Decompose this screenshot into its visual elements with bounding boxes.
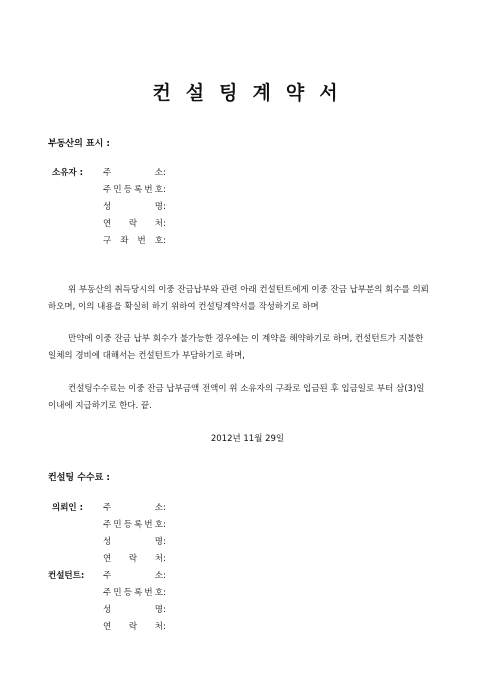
paragraph-line: 컨설팅수수료는 이중 잔금 납부금액 전액이 위 소유자의 구좌로 입금된 후 입금일로 부터 삼(3)일 xyxy=(68,384,425,394)
label-char: 번 xyxy=(137,236,146,246)
name-label xyxy=(103,536,163,548)
label-char: 연 xyxy=(103,554,112,564)
colon: : xyxy=(163,554,166,564)
colon: : xyxy=(163,588,166,598)
colon: : xyxy=(163,219,166,229)
client-row-contact xyxy=(0,553,495,565)
colon: : xyxy=(163,236,166,246)
paragraph-fee xyxy=(48,381,448,415)
contact-label xyxy=(103,218,163,230)
label-char: 민 xyxy=(113,185,122,195)
paragraph-line: 일체의 경비에 대해서는 컨설턴트가 부담하기로 하며, xyxy=(48,351,245,361)
label-char: 번 xyxy=(144,185,153,195)
colon: : xyxy=(163,622,166,632)
label-char: 처 xyxy=(154,219,163,229)
label-char: 락 xyxy=(128,622,138,632)
owner-row-contact xyxy=(0,218,495,230)
label-char: 락 xyxy=(128,554,138,564)
label-char: 주 xyxy=(103,503,112,513)
label-char: 주 xyxy=(103,571,112,581)
client-row-id xyxy=(0,519,495,531)
label-char: 소 xyxy=(154,168,163,178)
label-char: 등 xyxy=(123,185,132,195)
label-char: 등 xyxy=(123,520,132,530)
label-char: 연 xyxy=(103,219,112,229)
label-char: 소 xyxy=(154,571,163,581)
label-char: 민 xyxy=(113,588,122,598)
colon: : xyxy=(163,185,166,195)
fee-heading: 컨설팅 수수료 : xyxy=(48,473,111,483)
consultant-row-address xyxy=(0,570,495,582)
paragraph-line: 이내에 지급하기로 한다. 끝. xyxy=(48,401,152,411)
id-number-label xyxy=(103,519,163,531)
label-char: 등 xyxy=(123,588,132,598)
label-char: 성 xyxy=(103,202,112,212)
label-char: 록 xyxy=(134,588,143,598)
consultant-row-id xyxy=(0,587,495,599)
name-label xyxy=(103,201,163,213)
account-label xyxy=(103,235,163,247)
label-char: 주 xyxy=(103,588,112,598)
label-char: 성 xyxy=(103,605,112,615)
label-char: 명 xyxy=(154,202,163,212)
label-char: 민 xyxy=(113,520,122,530)
consultant-row-contact xyxy=(0,621,495,633)
label-char: 명 xyxy=(154,537,163,547)
label-char: 구 xyxy=(103,236,112,246)
label-char: 락 xyxy=(128,219,138,229)
document-title: 컨설팅계약서 xyxy=(152,82,353,104)
label-char: 록 xyxy=(134,520,143,530)
label-char: 처 xyxy=(154,554,163,564)
consultant-row-name xyxy=(0,604,495,616)
address-label xyxy=(103,167,163,179)
owner-row-name xyxy=(0,201,495,213)
id-number-label xyxy=(103,587,163,599)
label-char: 호 xyxy=(154,520,163,530)
colon: : xyxy=(163,605,166,615)
label-char: 호 xyxy=(154,185,163,195)
label-char: 주 xyxy=(103,520,112,530)
address-label xyxy=(103,570,163,582)
colon: : xyxy=(163,503,166,513)
paragraph-line: 만약에 이중 잔금 납부 회수가 불가능한 경우에는 이 계약을 해약하기로 하며, 컨설턴트가 지불한 xyxy=(68,334,424,344)
colon: : xyxy=(163,571,166,581)
colon: : xyxy=(163,537,166,547)
paragraph-request xyxy=(48,282,448,316)
label-char: 처 xyxy=(154,622,163,632)
label-char: 호 xyxy=(154,236,163,246)
owner-lead: 소유자 : xyxy=(52,168,83,178)
owner-row-address xyxy=(0,167,495,179)
label-char: 록 xyxy=(134,185,143,195)
property-heading: 부동산의 표시 : xyxy=(48,139,111,149)
colon: : xyxy=(163,520,166,530)
contact-label xyxy=(103,621,163,633)
label-char: 명 xyxy=(154,605,163,615)
client-lead: 의뢰인 : xyxy=(52,503,83,513)
label-char: 소 xyxy=(154,503,163,513)
label-char: 번 xyxy=(144,520,153,530)
paragraph-line: 위 부동산의 취득당시의 이중 잔금납부와 관련 아래 컨설턴트에게 이중 잔금 납부분의 회수를 의뢰 xyxy=(68,285,429,295)
paragraph-line: 하오며, 이의 내용을 확실히 하기 위하여 컨설팅계약서를 작성하기로 하며 xyxy=(48,302,319,312)
contact-label xyxy=(103,553,163,565)
owner-row-account xyxy=(0,235,495,247)
client-row-name xyxy=(0,536,495,548)
owner-row-id xyxy=(0,184,495,196)
consultant-lead: 컨설턴트: xyxy=(48,571,85,581)
contract-date: 2012년 11월 29일 xyxy=(210,434,285,444)
label-char: 호 xyxy=(154,588,163,598)
paragraph-cancellation xyxy=(48,331,448,365)
label-char: 주 xyxy=(103,185,112,195)
label-char: 좌 xyxy=(120,236,129,246)
label-char: 주 xyxy=(103,168,112,178)
label-char: 번 xyxy=(144,588,153,598)
id-number-label xyxy=(103,184,163,196)
address-label xyxy=(103,502,163,514)
label-char: 연 xyxy=(103,622,112,632)
client-row-address xyxy=(0,502,495,514)
colon: : xyxy=(163,168,166,178)
label-char: 성 xyxy=(103,537,112,547)
colon: : xyxy=(163,202,166,212)
name-label xyxy=(103,604,163,616)
